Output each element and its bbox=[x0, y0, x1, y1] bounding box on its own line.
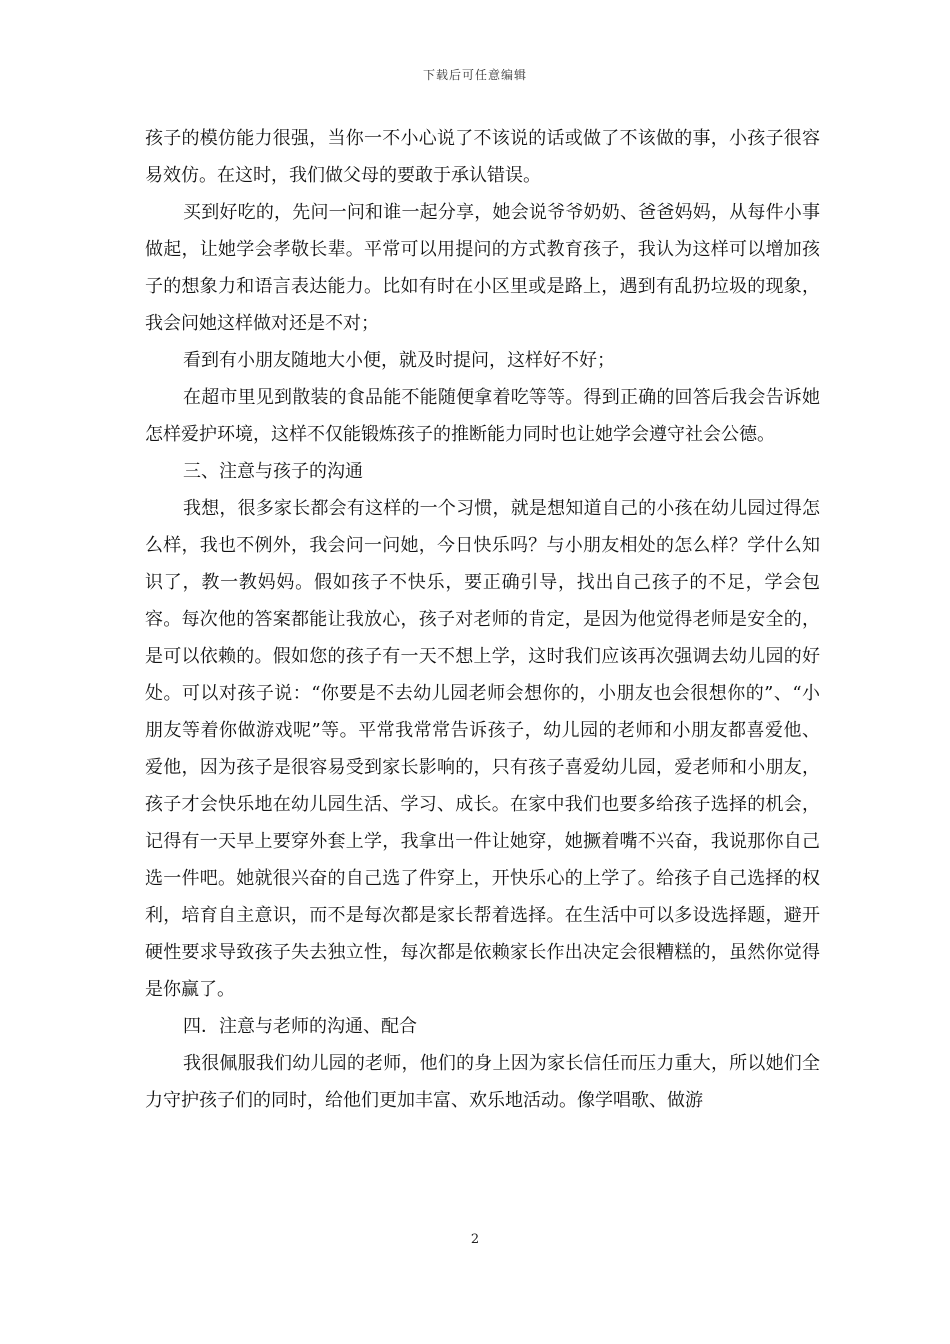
paragraph-continuation: 孩子的模仿能力很强，当你一不小心说了不该说的话或做了不该做的事，小孩子很容易效仿。在这时，我们做父母的要敢于承认错误。 bbox=[145, 128, 820, 186]
paragraph-question: 看到有小朋友随地大小便，就及时提问，这样好不好； bbox=[183, 350, 615, 371]
paragraph-supermarket: 在超市里见到散装的食品能不能随便拿着吃等等。得到正确的回答后我会告诉她怎样爱护环境，这样不仅能锻炼孩子的推断能力同时也让她学会遵守社会公德。 bbox=[145, 387, 820, 445]
page-number: 2 bbox=[470, 1232, 480, 1247]
document-body bbox=[145, 120, 820, 1119]
paragraph-teachers: 我很佩服我们幼儿园的老师，他们的身上因为家长信任而压力重大，所以她们全力守护孩子们的同时，给他们更加丰富、欢乐地活动。像学唱歌、做游 bbox=[145, 1053, 820, 1111]
page-header: 下载后可任意编辑 bbox=[422, 68, 527, 82]
paragraph-communication: 我想，很多家长都会有这样的一个习惯，就是想知道自己的小孩在幼儿园过得怎么样，我也不例外，我会问一问她，今日快乐吗？与小朋友相处的怎么样？学什么知识了，教一教妈妈。假如孩子不快乐，要正确引导，找出自己孩子的不足，学会包容。每次他的答案都能让我放心，孩子对老师的肯定，是因为他觉得老师是安全的，是可以依赖的。假如您的孩子有一天不想上学，这时我们应该再次强调去幼儿园的好处。可以对孩子说：“你要是不去幼儿园老师会想你的，小朋友也会很想你的”、“小朋友等着你做游戏呢”等。平常我常常告诉孩子，幼儿园的老师和小朋友都喜爱他、爱他，因为孩子是很容易受到家长影响的，只有孩子喜爱幼儿园，爱老师和小朋友，孩子才会快乐地在幼儿园生活、学习、成长。在家中我们也要多给孩子选择的机会，记得有一天早上要穿外套上学，我拿出一件让她穿，她撅着嘴不兴奋，我说那你自己选一件吧。她就很兴奋的自己选了件穿上，开快乐心的上学了。给孩子自己选择的权利，培育自主意识，而不是每次都是家长帮着选择。在生活中可以多设选择题，避开硬性要求导致孩子失去独立性，每次都是依赖家长作出决定会很糟糕的，虽然你觉得是你赢了。 bbox=[145, 498, 820, 1000]
paragraph-sharing: 买到好吃的，先问一问和谁一起分享，她会说爷爷奶奶、爸爸妈妈，从每件小事做起，让她学会孝敬长辈。平常可以用提问的方式教育孩子，我认为这样可以增加孩子的想象力和语言表达能力。比如有时在小区里或是路上，遇到有乱扔垃圾的现象，我会问她这样做对还是不对； bbox=[145, 202, 820, 334]
section-heading-4: 四．注意与老师的沟通、配合 bbox=[183, 1016, 417, 1037]
section-heading-3: 三、注意与孩子的沟通 bbox=[183, 461, 363, 482]
